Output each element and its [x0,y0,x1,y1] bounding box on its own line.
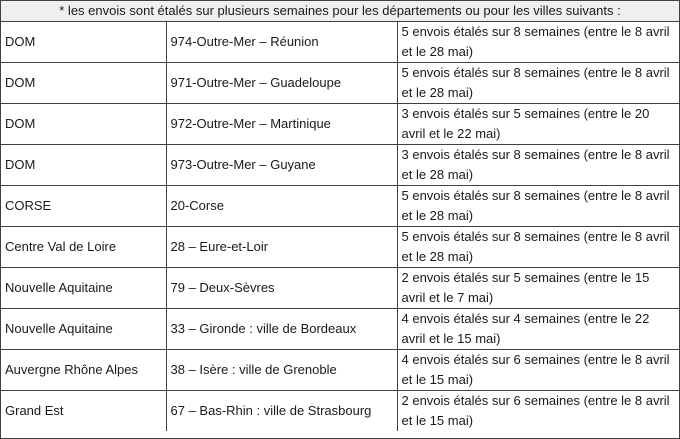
envois-table [1,22,679,431]
envois-cell: 5 envois étalés sur 8 semaines (entre le 8 avril et le 28 mai) [397,22,679,63]
region-cell: DOM [1,22,166,63]
table-row [1,268,679,309]
departement-cell: 38 – Isère : ville de Grenoble [166,350,397,391]
table-row [1,63,679,104]
departement-cell: 971-Outre-Mer – Guadeloupe [166,63,397,104]
departement-cell: 33 – Gironde : ville de Bordeaux [166,309,397,350]
table-row [1,309,679,350]
table-row [1,350,679,391]
region-cell: Auvergne Rhône Alpes [1,350,166,391]
table-row [1,104,679,145]
table-row [1,391,679,432]
departement-cell: 67 – Bas-Rhin : ville de Strasbourg [166,391,397,432]
departement-cell: 20-Corse [166,186,397,227]
envois-cell: 4 envois étalés sur 6 semaines (entre le 8 avril et le 15 mai) [397,350,679,391]
table-row [1,186,679,227]
envois-cell: 5 envois étalés sur 8 semaines (entre le 8 avril et le 28 mai) [397,186,679,227]
envois-cell: 3 envois étalés sur 5 semaines (entre le 20 avril et le 22 mai) [397,104,679,145]
table-header-note: * les envois sont étalés sur plusieurs semaines pour les départements ou pour les villes suivants : [1,1,679,22]
departement-cell: 973-Outre-Mer – Guyane [166,145,397,186]
table-row [1,227,679,268]
region-cell: CORSE [1,186,166,227]
table-row [1,22,679,63]
envois-cell: 3 envois étalés sur 8 semaines (entre le 8 avril et le 28 mai) [397,145,679,186]
region-cell: Nouvelle Aquitaine [1,309,166,350]
envois-cell: 2 envois étalés sur 5 semaines (entre le 15 avril et le 7 mai) [397,268,679,309]
region-cell: DOM [1,63,166,104]
envois-cell: 4 envois étalés sur 4 semaines (entre le 22 avril et le 15 mai) [397,309,679,350]
region-cell: Grand Est [1,391,166,432]
envois-cell: 2 envois étalés sur 6 semaines (entre le 8 avril et le 15 mai) [401,393,670,428]
region-cell: DOM [1,104,166,145]
region-cell: Nouvelle Aquitaine [1,268,166,309]
table-row [1,145,679,186]
region-cell: Centre Val de Loire [1,227,166,268]
envois-cell: 5 envois étalés sur 8 semaines (entre le 8 avril et le 28 mai) [397,63,679,104]
envois-cell: 5 envois étalés sur 8 semaines (entre le 8 avril et le 28 mai) [397,227,679,268]
departement-cell: 79 – Deux-Sèvres [166,268,397,309]
departement-cell: 28 – Eure-et-Loir [166,227,397,268]
region-cell: DOM [1,145,166,186]
departement-cell: 972-Outre-Mer – Martinique [166,104,397,145]
departement-cell: 974-Outre-Mer – Réunion [166,22,397,63]
